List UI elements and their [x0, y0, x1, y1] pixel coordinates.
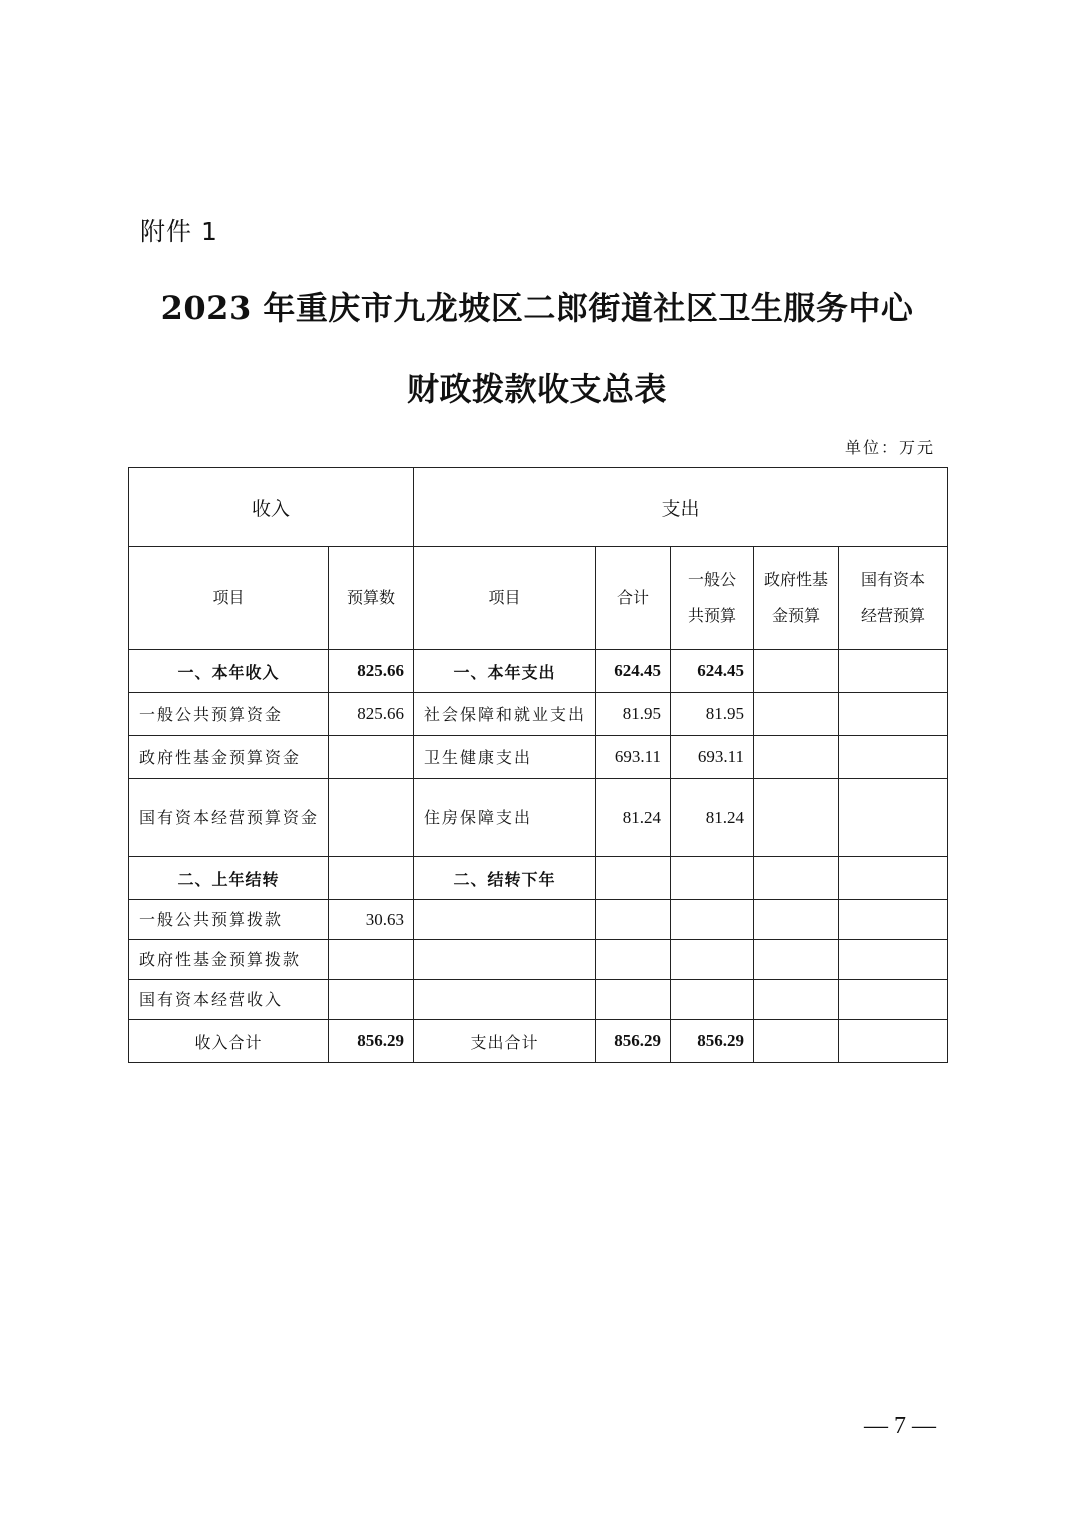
- expense-general: 81.24: [671, 779, 754, 857]
- expense-total: 81.24: [596, 779, 671, 857]
- table-row-total: [129, 1020, 948, 1063]
- col-income-item: 项目: [129, 547, 329, 650]
- unit-label: 单位：万元: [844, 438, 935, 457]
- expense-state: [839, 650, 948, 693]
- expense-state: [839, 900, 948, 940]
- expense-item: 住房保障支出: [414, 779, 596, 857]
- expense-group-header: 支出: [414, 468, 948, 547]
- expense-state: [839, 693, 948, 736]
- expense-fund: [754, 779, 839, 857]
- table-row: [129, 779, 948, 857]
- expense-fund: [754, 940, 839, 980]
- expense-state: [839, 940, 948, 980]
- expense-general: [671, 857, 754, 900]
- table-row: [129, 980, 948, 1020]
- income-value: 825.66: [329, 650, 414, 693]
- col-general-budget: 一般公共预算: [671, 547, 754, 650]
- expense-fund: [754, 693, 839, 736]
- income-value: [329, 779, 414, 857]
- col-state-capital-budget: 国有资本经营预算: [839, 547, 948, 650]
- expense-general: 856.29: [671, 1020, 754, 1063]
- income-value: 30.63: [329, 900, 414, 940]
- group-header-row: [129, 468, 948, 547]
- expense-item: 二、结转下年: [414, 857, 596, 900]
- budget-summary-table: [128, 467, 948, 1063]
- table-row: [129, 940, 948, 980]
- income-item: 一般公共预算拨款: [129, 900, 329, 940]
- expense-fund: [754, 857, 839, 900]
- income-item: 政府性基金预算拨款: [129, 940, 329, 980]
- expense-state: [839, 1020, 948, 1063]
- expense-general: 81.95: [671, 693, 754, 736]
- income-value: [329, 940, 414, 980]
- income-value: 856.29: [329, 1020, 414, 1063]
- expense-total: 81.95: [596, 693, 671, 736]
- expense-total: [596, 857, 671, 900]
- expense-item: [414, 900, 596, 940]
- col-expense-item: 项目: [414, 547, 596, 650]
- col-fund-budget: 政府性基金预算: [754, 547, 839, 650]
- income-item: 国有资本经营收入: [129, 980, 329, 1020]
- expense-item: [414, 940, 596, 980]
- income-group-header: 收入: [129, 468, 414, 547]
- table-row: [129, 650, 948, 693]
- expense-fund: [754, 900, 839, 940]
- expense-state: [839, 779, 948, 857]
- income-value: 825.66: [329, 693, 414, 736]
- expense-state: [839, 857, 948, 900]
- income-value: [329, 980, 414, 1020]
- expense-total: 856.29: [596, 1020, 671, 1063]
- expense-general: 624.45: [671, 650, 754, 693]
- income-value: [329, 736, 414, 779]
- table-row: [129, 736, 948, 779]
- expense-item: 一、本年支出: [414, 650, 596, 693]
- expense-state: [839, 980, 948, 1020]
- document-title-line-2: 财政拨款收支总表: [406, 370, 667, 408]
- expense-fund: [754, 980, 839, 1020]
- col-income-budget: 预算数: [329, 547, 414, 650]
- expense-general: [671, 900, 754, 940]
- expense-item: 卫生健康支出: [414, 736, 596, 779]
- expense-item: 支出合计: [414, 1020, 596, 1063]
- table-row: [129, 900, 948, 940]
- income-item: 收入合计: [129, 1020, 329, 1063]
- expense-general: 693.11: [671, 736, 754, 779]
- expense-total: [596, 900, 671, 940]
- table-row: [129, 693, 948, 736]
- expense-general: [671, 980, 754, 1020]
- expense-fund: [754, 650, 839, 693]
- expense-total: 624.45: [596, 650, 671, 693]
- expense-item: [414, 980, 596, 1020]
- expense-general: [671, 940, 754, 980]
- expense-state: [839, 736, 948, 779]
- expense-item: 社会保障和就业支出: [414, 693, 596, 736]
- income-item: 二、上年结转: [129, 857, 329, 900]
- expense-total: [596, 980, 671, 1020]
- expense-total: 693.11: [596, 736, 671, 779]
- expense-total: [596, 940, 671, 980]
- income-item: 政府性基金预算资金: [129, 736, 329, 779]
- document-title-line-1: 2023 年重庆市九龙坡区二郎街道社区卫生服务中心: [160, 289, 914, 327]
- income-item: 国有资本经营预算资金: [129, 779, 329, 857]
- income-item: 一般公共预算资金: [129, 693, 329, 736]
- expense-fund: [754, 736, 839, 779]
- table-row: [129, 857, 948, 900]
- attachment-label: 附件 1: [140, 217, 218, 246]
- page-number: — 7 —: [864, 1413, 936, 1439]
- income-value: [329, 857, 414, 900]
- column-header-row: [129, 547, 948, 650]
- expense-fund: [754, 1020, 839, 1063]
- income-item: 一、本年收入: [129, 650, 329, 693]
- col-total: 合计: [596, 547, 671, 650]
